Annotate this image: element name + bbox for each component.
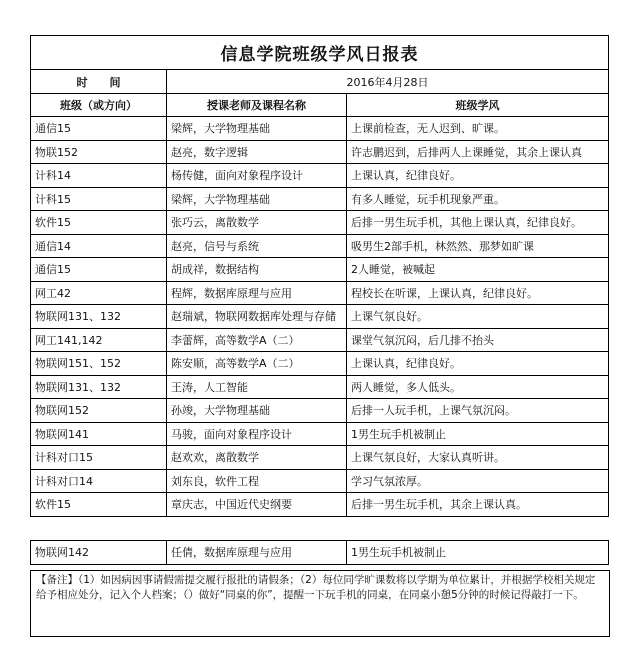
table-row [31, 422, 609, 446]
row-teacher-cell: 张巧云，离散数学 [167, 211, 347, 235]
header-class: 班级（或方向） [31, 94, 167, 117]
extra-table [30, 540, 609, 565]
row-class-cell: 网工42 [31, 281, 167, 305]
note-box [30, 570, 610, 637]
row-class-cell: 计科对口15 [31, 446, 167, 470]
extra-style-cell: 1男生玩手机被制止 [347, 540, 609, 564]
row-class-cell: 软件15 [31, 211, 167, 235]
table-row [31, 352, 609, 376]
row-style-cell: 有多人睡觉，玩手机现象严重。 [347, 187, 609, 211]
row-teacher-cell: 李蕾辉，高等数学A（二） [167, 328, 347, 352]
row-class-cell: 物联网131、132 [31, 305, 167, 329]
table-row [31, 446, 609, 470]
row-style-cell: 上课前检查，无人迟到、旷课。 [347, 117, 609, 141]
row-style-cell: 上课认真，纪律良好。 [347, 164, 609, 188]
table-row [31, 187, 609, 211]
row-class-cell: 物联网152 [31, 399, 167, 423]
row-style-cell: 学习气氛浓厚。 [347, 469, 609, 493]
row-style-cell: 两人睡觉，多人低头。 [347, 375, 609, 399]
row-style-cell: 许志鹏迟到，后排两人上课睡觉，其余上课认真 [347, 140, 609, 164]
table-row [31, 211, 609, 235]
row-teacher-cell: 王涛，人工智能 [167, 375, 347, 399]
row-style-cell: 2人睡觉，被喊起 [347, 258, 609, 282]
extra-class-cell: 物联网142 [31, 540, 167, 564]
row-teacher-cell: 胡成祥，数据结构 [167, 258, 347, 282]
row-teacher-cell: 赵欢欢，离散数学 [167, 446, 347, 470]
row-class-cell: 物联网141 [31, 422, 167, 446]
row-class-cell: 网工141,142 [31, 328, 167, 352]
row-style-cell: 后排一人玩手机，上课气氛沉闷。 [347, 399, 609, 423]
row-class-cell: 物联152 [31, 140, 167, 164]
table-row [31, 469, 609, 493]
table-row [31, 375, 609, 399]
row-teacher-cell: 陈安顺，高等数学A（二） [167, 352, 347, 376]
row-style-cell: 上课认真，纪律良好。 [347, 352, 609, 376]
row-style-cell: 课堂气氛沉闷，后几排不抬头 [347, 328, 609, 352]
table-row [31, 281, 609, 305]
note-text: （1）如因病因事请假需提交履行报批的请假条；（2）每位同学旷课数将以学期为单位累计，并根据学校相关规定给予相应处分，记入个人档案；（）做好“同桌的你”，提醒一下玩手机的同桌，在同桌小憩5分钟的时候记得敲打一下。 [36, 574, 596, 601]
row-class-cell: 软件15 [31, 493, 167, 517]
row-style-cell: 程校长在听课，上课认真，纪律良好。 [347, 281, 609, 305]
report-table [30, 35, 609, 517]
table-row [31, 540, 609, 564]
row-class-cell: 物联网131、132 [31, 375, 167, 399]
row-teacher-cell: 赵亮，数字逻辑 [167, 140, 347, 164]
row-teacher-cell: 赵瑞斌，物联网数据库处理与存储 [167, 305, 347, 329]
time-value: 2016年4月28日 [167, 70, 609, 94]
table-row [31, 328, 609, 352]
header-teacher: 授课老师及课程名称 [167, 94, 347, 117]
row-style-cell: 吸男生2部手机，林然然、那梦如旷课 [347, 234, 609, 258]
row-teacher-cell: 章庆志，中国近代史纲要 [167, 493, 347, 517]
table-row [31, 399, 609, 423]
row-class-cell: 通信15 [31, 258, 167, 282]
row-style-cell: 上课气氛良好。 [347, 305, 609, 329]
table-row [31, 117, 609, 141]
row-teacher-cell: 杨传健，面向对象程序设计 [167, 164, 347, 188]
row-class-cell: 计科14 [31, 164, 167, 188]
row-class-cell: 物联网151、152 [31, 352, 167, 376]
row-teacher-cell: 孙竣，大学物理基础 [167, 399, 347, 423]
row-teacher-cell: 梁辉，大学物理基础 [167, 117, 347, 141]
table-row [31, 305, 609, 329]
extra-teacher-cell: 任倩，数据库原理与应用 [167, 540, 347, 564]
row-teacher-cell: 程辉，数据库原理与应用 [167, 281, 347, 305]
report-title: 信息学院班级学风日报表 [31, 36, 609, 70]
report-sheet [30, 35, 608, 565]
row-style-cell: 上课气氛良好，大家认真听讲。 [347, 446, 609, 470]
table-row [31, 140, 609, 164]
time-label: 时 间 [31, 70, 167, 94]
rows-body [31, 117, 609, 517]
table-row [31, 493, 609, 517]
table-row [31, 164, 609, 188]
header-style: 班级学风 [347, 94, 609, 117]
row-class-cell: 计科对口14 [31, 469, 167, 493]
table-row [31, 234, 609, 258]
table-row [31, 258, 609, 282]
row-style-cell: 后排一男生玩手机，其余上课认真。 [347, 493, 609, 517]
row-teacher-cell: 马骏，面向对象程序设计 [167, 422, 347, 446]
row-teacher-cell: 梁辉，大学物理基础 [167, 187, 347, 211]
row-class-cell: 计科15 [31, 187, 167, 211]
row-style-cell: 后排一男生玩手机，其他上课认真，纪律良好。 [347, 211, 609, 235]
note-label: 【备注】 [36, 574, 78, 586]
row-teacher-cell: 赵亮，信号与系统 [167, 234, 347, 258]
row-class-cell: 通信14 [31, 234, 167, 258]
row-style-cell: 1男生玩手机被制止 [347, 422, 609, 446]
row-class-cell: 通信15 [31, 117, 167, 141]
row-teacher-cell: 刘东良，软件工程 [167, 469, 347, 493]
